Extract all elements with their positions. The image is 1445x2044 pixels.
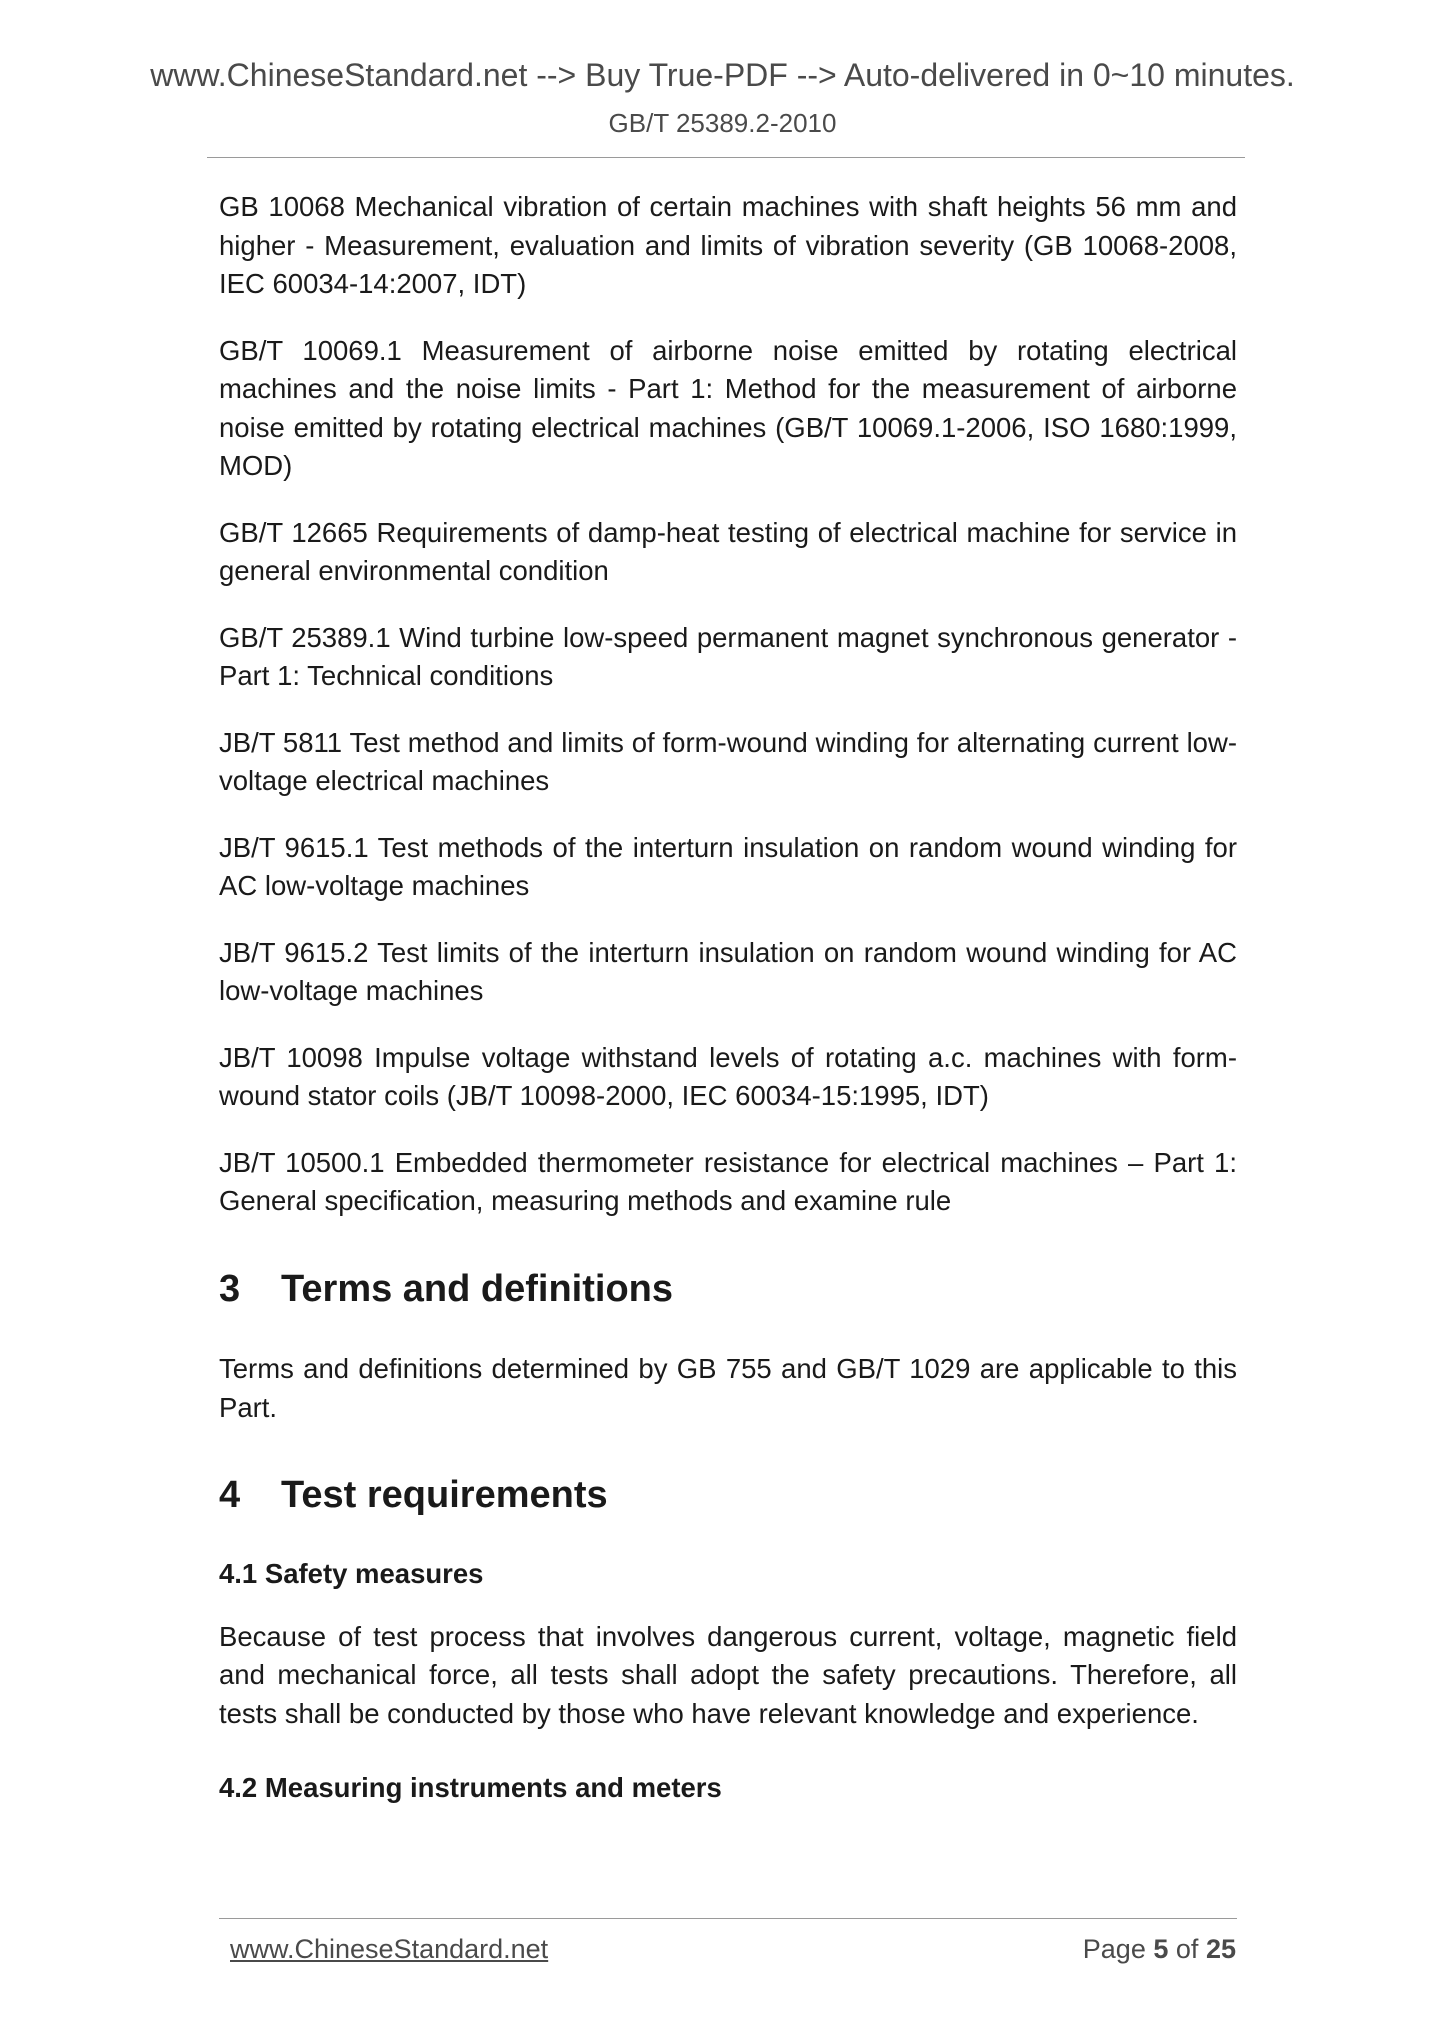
section-3-heading: [219, 1267, 1237, 1313]
reference-gb-10068: GB 10068 Mechanical vibration of certain machines with shaft heights 56 mm and higher - Measurement, evaluation and limits of vibration severity (GB 10068-2008, IEC 60034-14:2007, IDT): [219, 191, 1237, 299]
section-4-number: 4: [219, 1474, 241, 1517]
section-3-title: Terms and definitions: [281, 1267, 674, 1310]
section-4-heading: [219, 1473, 1237, 1519]
section-3-number: 3: [219, 1267, 241, 1310]
page-word: Page: [1082, 1934, 1146, 1964]
section-3-text: Terms and definitions determined by GB 755 and GB/T 1029 are applicable to this Part.: [219, 1353, 1237, 1423]
footer-divider: [219, 1918, 1237, 1919]
page-total: 25: [1205, 1934, 1236, 1964]
reference-gbt-10069-1: GB/T 10069.1 Measurement of airborne noise emitted by rotating electrical machines and the noise limits - Part 1: Method for the measurement of airborne noise emitted by rotating electrical machines (GB/T 10069.1-2006, ISO 1680:1999, MOD): [219, 334, 1237, 481]
footer-website-link[interactable]: www.ChineseStandard.net: [230, 1934, 549, 1964]
reference-jbt-5811: JB/T 5811 Test method and limits of form-wound winding for alternating current low-voltage electrical machines: [219, 726, 1237, 796]
header-divider: [207, 157, 1245, 158]
section-4-title: Test requirements: [281, 1474, 608, 1517]
page-of: of: [1175, 1934, 1199, 1964]
reference-jbt-9615-2: JB/T 9615.2 Test limits of the interturn insulation on random wound winding for AC low-voltage machines: [219, 936, 1237, 1006]
page-current: 5: [1153, 1934, 1169, 1964]
subsection-4-1-title: 4.1 Safety measures: [219, 1557, 484, 1589]
reference-jbt-10098: JB/T 10098 Impulse voltage withstand levels of rotating a.c. machines with form-wound stator coils (JB/T 10098-2000, IEC 60034-15:1995, IDT): [219, 1041, 1237, 1111]
standard-code: GB/T 25389.2-2010: [608, 108, 837, 138]
reference-jbt-10500-1: JB/T 10500.1 Embedded thermometer resistance for electrical machines – Part 1: General specification, measuring methods and examine rule: [219, 1146, 1237, 1216]
subsection-4-2-title: 4.2 Measuring instruments and meters: [219, 1772, 722, 1804]
reference-gbt-12665: GB/T 12665 Requirements of damp-heat testing of electrical machine for service in general environmental condition: [219, 516, 1237, 586]
subsection-4-1-text: Because of test process that involves dangerous current, voltage, magnetic field and mechanical force, all tests shall adopt the safety precautions. Therefore, all tests shall be conducted by those who have relevant knowledge and experience.: [219, 1620, 1237, 1729]
reference-jbt-9615-1: JB/T 9615.1 Test methods of the interturn insulation on random wound winding for AC low-voltage machines: [219, 831, 1237, 901]
reference-gbt-25389-1: GB/T 25389.1 Wind turbine low-speed permanent magnet synchronous generator - Part 1: Technical conditions: [219, 621, 1237, 691]
page-indicator: [1083, 1934, 1236, 1965]
document-body: [219, 188, 1237, 1832]
header-banner: www.ChineseStandard.net --> Buy True-PDF --> Auto-delivered in 0~10 minutes.: [150, 57, 1295, 93]
